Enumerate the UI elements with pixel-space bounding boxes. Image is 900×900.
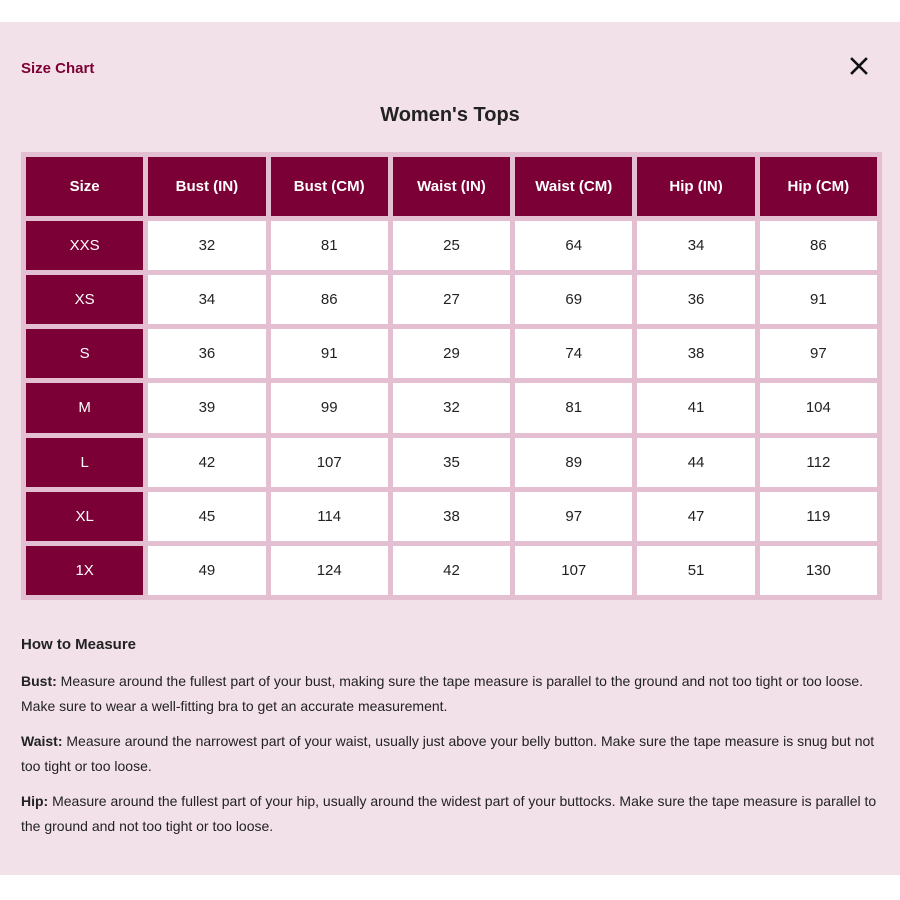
table-cell: 39 bbox=[148, 383, 265, 432]
table-cell: 64 bbox=[515, 221, 632, 270]
size-cell: XXS bbox=[26, 221, 143, 270]
measure-text: Measure around the fullest part of your hip, usually around the widest part of your buttocks. Make sure the tape measure is parallel to the ground and not too tight or too loose. bbox=[21, 793, 877, 834]
column-header: Size bbox=[26, 157, 143, 216]
table-cell: 97 bbox=[760, 329, 877, 378]
size-table bbox=[21, 152, 882, 600]
table-cell: 104 bbox=[760, 383, 877, 432]
table-cell: 91 bbox=[271, 329, 388, 378]
size-cell: M bbox=[26, 383, 143, 432]
table-row bbox=[26, 275, 877, 324]
measure-text: Measure around the narrowest part of your waist, usually just above your belly button. Make sure the tape measure is snug but not too tight or too loose. bbox=[21, 733, 875, 774]
table-cell: 51 bbox=[637, 546, 754, 595]
table-cell: 25 bbox=[393, 221, 510, 270]
table-cell: 44 bbox=[637, 438, 754, 487]
size-cell: 1X bbox=[26, 546, 143, 595]
table-row bbox=[26, 221, 877, 270]
table-cell: 32 bbox=[148, 221, 265, 270]
table-cell: 29 bbox=[393, 329, 510, 378]
table-row bbox=[26, 546, 877, 595]
table-cell: 81 bbox=[271, 221, 388, 270]
table-cell: 36 bbox=[148, 329, 265, 378]
table-cell: 42 bbox=[393, 546, 510, 595]
size-chart-modal bbox=[0, 22, 900, 875]
size-cell: XL bbox=[26, 492, 143, 541]
size-cell: XS bbox=[26, 275, 143, 324]
table-title: Women's Tops bbox=[380, 104, 520, 126]
table-cell: 49 bbox=[148, 546, 265, 595]
measure-label: Waist: bbox=[21, 733, 63, 749]
table-cell: 74 bbox=[515, 329, 632, 378]
table-row bbox=[26, 438, 877, 487]
table-cell: 47 bbox=[637, 492, 754, 541]
table-cell: 41 bbox=[637, 383, 754, 432]
how-to-measure-heading: How to Measure bbox=[21, 636, 137, 653]
measure-item bbox=[21, 669, 881, 719]
column-header: Hip (IN) bbox=[637, 157, 754, 216]
how-to-measure bbox=[21, 632, 881, 849]
table-cell: 130 bbox=[760, 546, 877, 595]
table-cell: 81 bbox=[515, 383, 632, 432]
size-cell: L bbox=[26, 438, 143, 487]
table-cell: 32 bbox=[393, 383, 510, 432]
column-header: Waist (IN) bbox=[393, 157, 510, 216]
table-cell: 114 bbox=[271, 492, 388, 541]
close-button[interactable] bbox=[847, 54, 871, 78]
table-cell: 69 bbox=[515, 275, 632, 324]
measure-label: Hip: bbox=[21, 793, 49, 809]
size-cell: S bbox=[26, 329, 143, 378]
table-cell: 38 bbox=[393, 492, 510, 541]
table-cell: 34 bbox=[148, 275, 265, 324]
table-cell: 97 bbox=[515, 492, 632, 541]
table-cell: 27 bbox=[393, 275, 510, 324]
table-cell: 34 bbox=[637, 221, 754, 270]
column-header: Bust (CM) bbox=[271, 157, 388, 216]
table-cell: 36 bbox=[637, 275, 754, 324]
table-cell: 89 bbox=[515, 438, 632, 487]
table-cell: 86 bbox=[271, 275, 388, 324]
table-cell: 38 bbox=[637, 329, 754, 378]
table-row bbox=[26, 329, 877, 378]
table-row bbox=[26, 492, 877, 541]
column-header: Bust (IN) bbox=[148, 157, 265, 216]
column-header: Hip (CM) bbox=[760, 157, 877, 216]
size-table-container bbox=[21, 152, 882, 600]
modal-title: Size Chart bbox=[21, 60, 95, 77]
table-cell: 91 bbox=[760, 275, 877, 324]
modal-header bbox=[21, 60, 879, 82]
table-cell: 35 bbox=[393, 438, 510, 487]
table-header-row bbox=[26, 157, 877, 216]
table-cell: 45 bbox=[148, 492, 265, 541]
table-cell: 112 bbox=[760, 438, 877, 487]
measure-item bbox=[21, 729, 881, 779]
measure-item bbox=[21, 789, 881, 839]
table-cell: 124 bbox=[271, 546, 388, 595]
table-cell: 86 bbox=[760, 221, 877, 270]
table-cell: 119 bbox=[760, 492, 877, 541]
close-icon bbox=[847, 54, 871, 78]
column-header: Waist (CM) bbox=[515, 157, 632, 216]
table-cell: 107 bbox=[515, 546, 632, 595]
table-cell: 107 bbox=[271, 438, 388, 487]
table-cell: 99 bbox=[271, 383, 388, 432]
table-row bbox=[26, 383, 877, 432]
measure-text: Measure around the fullest part of your bust, making sure the tape measure is parallel to the ground and not too tight or too loose. Make sure to wear a well-fitting bra to get an accurate measurement. bbox=[21, 673, 864, 714]
table-cell: 42 bbox=[148, 438, 265, 487]
measure-label: Bust: bbox=[21, 673, 57, 689]
